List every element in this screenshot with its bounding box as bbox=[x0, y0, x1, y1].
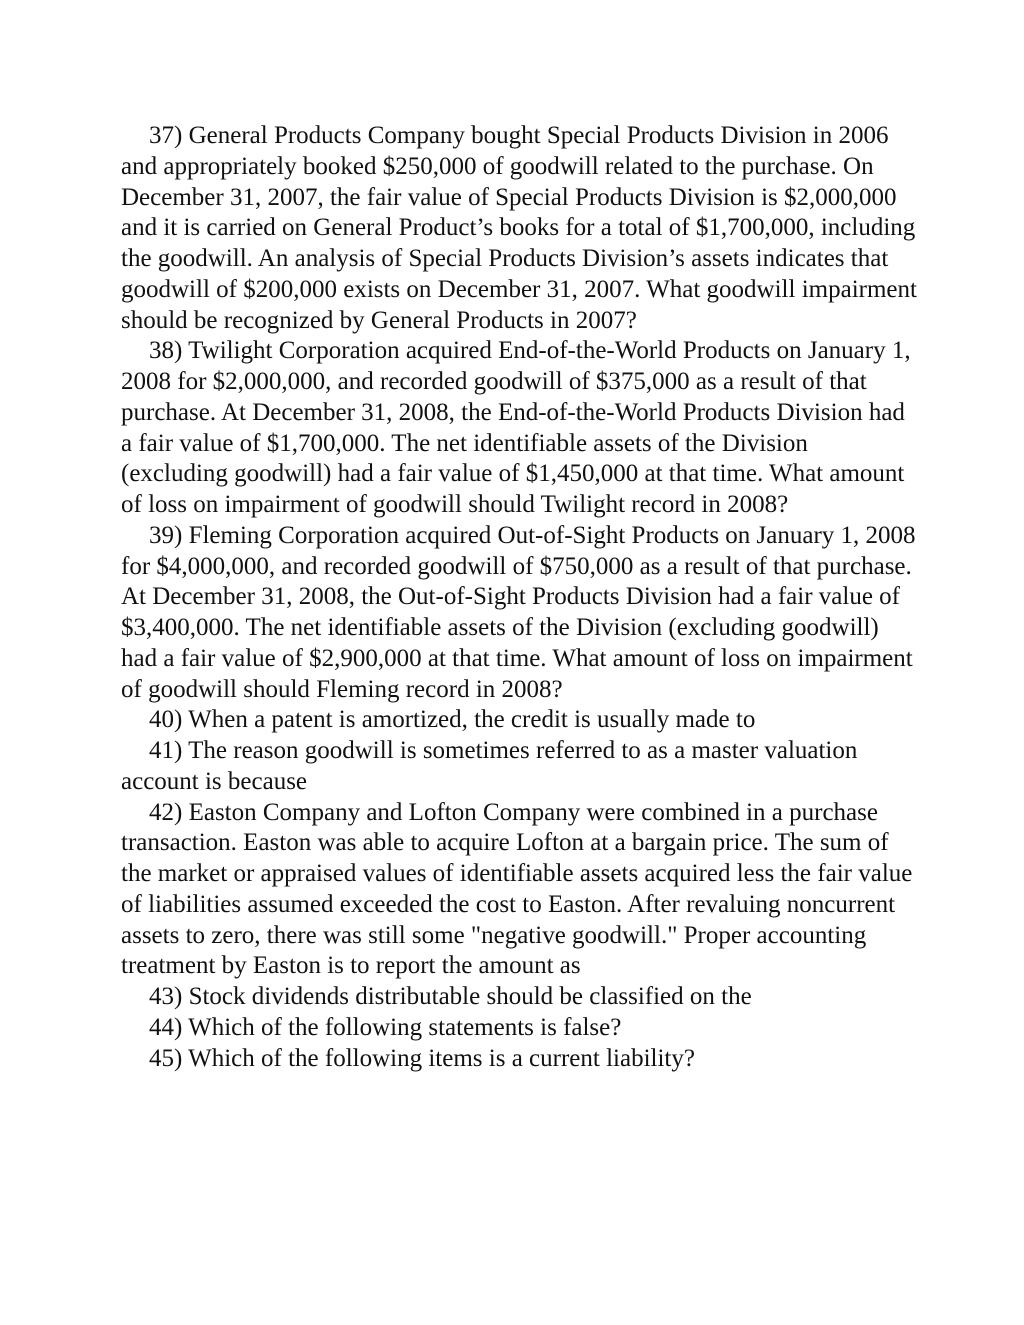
question-40 bbox=[121, 705, 921, 736]
question-38 bbox=[121, 336, 921, 521]
question-number: 44) bbox=[149, 1013, 183, 1041]
question-text: Fleming Corporation acquired Out-of-Sight Products on January 1, 2008 for $4,000,000, and recorded goodwill of $750,000 as a result of that purchase. At December 31, 2008, the Out-of-Sight Products Division had a fair value of $3,400,000. The net identifiable assets of the Division (excluding goodwill) had a fair value of $2,900,000 at that time. What amount of loss on impairment of goodwill should Fleming record in 2008? bbox=[121, 521, 916, 703]
question-number: 37) bbox=[149, 122, 183, 149]
question-number: 42) bbox=[149, 798, 183, 826]
question-44 bbox=[121, 1013, 921, 1044]
question-45 bbox=[121, 1044, 921, 1075]
question-text: General Products Company bought Special Products Division in 2006 and appropriately booked $250,000 of goodwill related to the purchase. On December 31, 2007, the fair value of Special Products Division is $2,000,000 and it is carried on General Product’s books for a total of $1,700,000, including the goodwill. An analysis of Special Products Division’s assets indicates that goodwill of $200,000 exists on December 31, 2007. What goodwill impairment should be recognized by General Products in 2007? bbox=[121, 122, 917, 334]
question-number: 41) bbox=[149, 737, 183, 764]
question-number: 40) bbox=[149, 706, 183, 734]
question-number: 45) bbox=[149, 1044, 183, 1072]
question-text: Easton Company and Lofton Company were combined in a purchase transaction. Easton was able to acquire Lofton at a bargain price. The sum of the market or appraised values of identifiable assets acquired less the fair value of liabilities assumed exceeded the cost to Easton. After revaluing noncurrent assets to zero, there was still some "negative goodwill." Proper accounting treatment by Easton is to report the amount as bbox=[121, 798, 913, 980]
question-number: 39) bbox=[149, 521, 183, 549]
question-43 bbox=[121, 982, 921, 1013]
question-text: Twilight Corporation acquired End-of-the-World Products on January 1, 2008 for $2,000,000, and recorded goodwill of $375,000 as a result of that purchase. At December 31, 2008, the End-of-the-World Products Division had a fair value of $1,700,000. The net identifiable assets of the Division (excluding goodwill) had a fair value of $1,450,000 at that time. What amount of loss on impairment of goodwill should Twilight record in 2008? bbox=[121, 337, 911, 518]
document-page bbox=[121, 121, 921, 1074]
question-text: Which of the following items is a current liability? bbox=[188, 1044, 695, 1072]
question-41 bbox=[121, 736, 921, 798]
question-42 bbox=[121, 798, 921, 983]
question-number: 38) bbox=[149, 337, 183, 365]
question-text: When a patent is amortized, the credit is usually made to bbox=[188, 706, 756, 734]
question-37 bbox=[121, 121, 921, 336]
question-number: 43) bbox=[149, 983, 183, 1010]
question-text: Which of the following statements is false? bbox=[188, 1013, 622, 1041]
question-text: The reason goodwill is sometimes referred to as a master valuation account is because bbox=[121, 737, 858, 795]
question-text: Stock dividends distributable should be classified on the bbox=[188, 983, 752, 1010]
question-39 bbox=[121, 521, 921, 706]
